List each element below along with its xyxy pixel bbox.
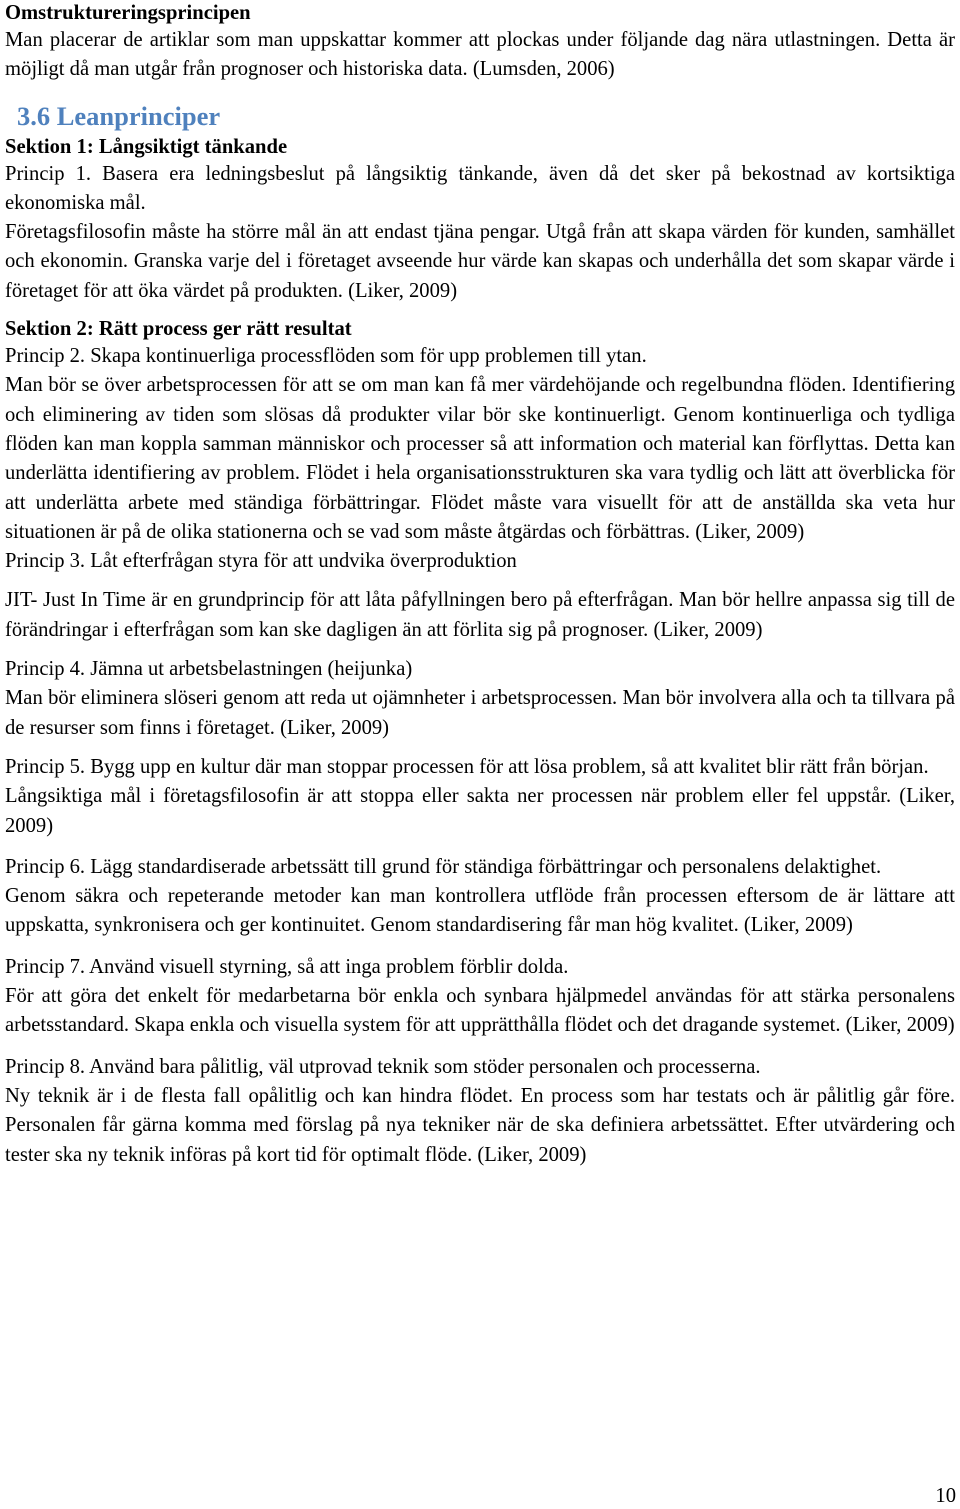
princip2-body: Man bör se över arbetsprocessen för att se om man kan få mer värdehöjande och regelbundna flöden. Identifiering och eliminering av tiden som slösas då produkter vilar bör ske kontinuerligt. Genom kontinuerliga och tydliga flöden kan man koppla samman människor och processer så att information och material kan förflyttas. Detta kan underlätta identifiering av problem. Flödet i hela organisationsstrukturen ska vara tydlig och lätt att överblicka för att underlätta arbete med ständiga förbättringar. Flödet måste vara visuellt för att de anställda ska veta hur situationen är på de olika stationerna och se vad som måste åtgärdas och förbättras. (Liker, 2009) xyxy=(5,374,955,543)
sektion2-heading: Sektion 2: Rätt process ger rätt resultat xyxy=(5,318,352,341)
princip3-body: JIT- Just In Time är en grundprincip för att låta påfyllningen bero på efterfrågan. Man bör hellre anpassa sig till de förändringar i efterfrågan som kan ske dagligen än att förlita sig på prognoser. (Liker, 2009) xyxy=(5,589,955,641)
intro-paragraph: Man placerar de artiklar som man uppskattar kommer att plockas under följande dag nära utlastningen. Detta är möjligt då man utgår från prognoser och historiska data. (Lumsden, 2006) xyxy=(5,29,955,81)
princip1-body: Företagsfilosofin måste ha större mål än att endast tjäna pengar. Utgå från att skapa värden för kunden, samhället och ekonomin. Granska varje del i företaget avseende hur värde kan skapas och underhålla det som skapar värde i företaget för att öka värdet på produkten. (Liker, 2009) xyxy=(5,221,955,302)
princip4-body: Man bör eliminera slöseri genom att reda ut ojämnheter i arbetsprocessen. Man bör involvera alla och ta tillvara på de resurser som finns i företaget. (Liker, 2009) xyxy=(5,687,955,739)
princip2-title: Princip 2. Skapa kontinuerliga processflöden som för upp problemen till ytan. xyxy=(5,345,647,368)
princip8-title: Princip 8. Använd bara pålitlig, väl utprovad teknik som stöder personalen och processerna. xyxy=(5,1055,761,1078)
princip5-body: Långsiktiga mål i företagsfilosofin är att stoppa eller sakta ner processen när problem eller fel uppstår. (Liker, 2009) xyxy=(5,785,955,837)
princip6-body: Genom säkra och repeterande metoder kan man kontrollera utflöde från processen eftersom de är lättare att uppskatta, synkronisera och ger kontinuitet. Genom standardisering får man hög kvalitet. (Liker, 2009) xyxy=(5,885,955,937)
page-number: 10 xyxy=(935,1485,956,1507)
princip4-title: Princip 4. Jämna ut arbetsbelastningen (heijunka) xyxy=(5,658,413,681)
section-title: 3.6 Leanprinciper xyxy=(17,100,221,131)
princip8-body: Ny teknik är i de flesta fall opålitlig och kan hindra flödet. En process som har testats och är pålitlig går före. Personalen får gärna komma med förslag på nya tekniker när de ska definiera arbetssättet. Efter utvärdering och tester ska ny teknik införas på kort tid för optimalt flöde. (Liker, 2009) xyxy=(5,1084,955,1166)
princip1-title: Princip 1. Basera era ledningsbeslut på långsiktig tänkande, även då det sker på bekostnad av kortsiktiga ekonomiska mål. xyxy=(5,162,955,214)
princip7-title: Princip 7. Använd visuell styrning, så att inga problem förblir dolda. xyxy=(5,955,569,978)
princip6-title: Princip 6. Lägg standardiserade arbetssätt till grund för ständiga förbättringar och personalens delaktighet. xyxy=(5,855,882,878)
princip3-title: Princip 3. Låt efterfrågan styra för att undvika överproduktion xyxy=(5,550,517,573)
princip5-title: Princip 5. Bygg upp en kultur där man stoppar processen för att lösa problem, så att kvalitet blir rätt från början. xyxy=(5,755,929,778)
sektion1-heading: Sektion 1: Långsiktigt tänkande xyxy=(5,135,288,158)
document-page xyxy=(5,0,955,1170)
intro-heading: Omstruktureringsprincipen xyxy=(5,2,251,24)
princip7-body: För att göra det enkelt för medarbetarna bör enkla och synbara hjälpmedel användas för att stärka personalens arbetsstandard. Skapa enkla och visuella system för att upprätthålla flödet och det dragande systemet. (Liker, 2009) xyxy=(5,985,955,1037)
